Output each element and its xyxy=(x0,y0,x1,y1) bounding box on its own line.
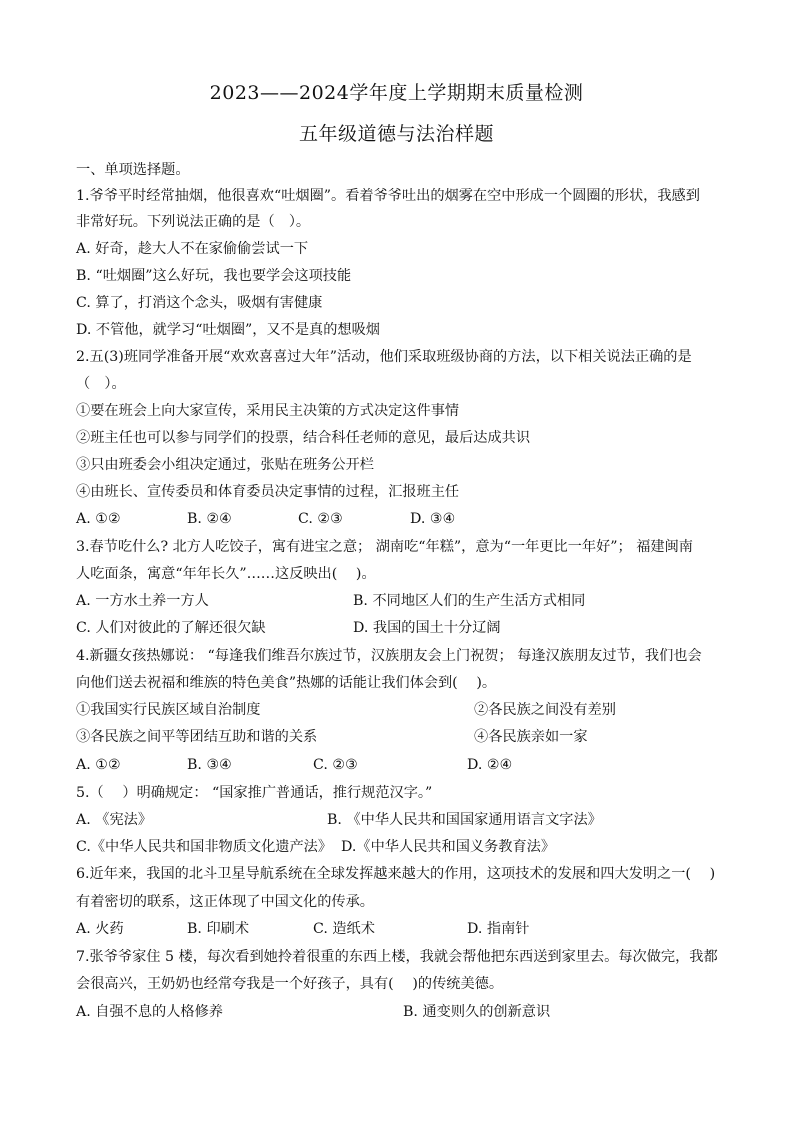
question-4-option-c: C. ②③ xyxy=(313,757,358,773)
question-4-stem-line-2: 向他们送去祝福和维族的特色美食”热娜的话能让我们体会到( )。 xyxy=(76,675,497,691)
question-4-option-b: B. ③④ xyxy=(187,757,232,773)
question-5-stem: 5.（ ）明确规定： “国家推广普通话，推行规范汉字。” xyxy=(76,785,433,801)
question-2-option-a: A. ①② xyxy=(76,511,121,527)
question-3-stem-line-1: 3.春节吃什么? 北方人吃饺子，寓有进宝之意； 湖南吃“年糕”，意为“一年更比一年好”； 福建闽南 xyxy=(76,539,693,555)
question-3-option-b: B. 不同地区人们的生产生活方式相同 xyxy=(353,593,586,609)
document-subtitle: 五年级道德与法治样题 xyxy=(298,123,494,145)
question-2-stem-line-1: 2.五(3)班同学准备开展“欢欢喜喜过大年”活动，他们采取班级协商的方法，以下相关说法正确的是 xyxy=(76,349,692,365)
question-6-option-b: B. 印刷术 xyxy=(187,921,250,937)
question-7-stem-line-1: 7.张爷爷家住 5 楼，每次看到她拎着很重的东西上楼，我就会帮他把东西送到家里去。每次做完，我都 xyxy=(76,949,718,965)
question-6-stem-line-1: 6.近年来，我国的北斗卫星导航系统在全球发挥越来越大的作用，这项技术的发展和四大发明之一( ) xyxy=(76,866,716,882)
question-4-statement-1: ①我国实行民族区域自治制度 xyxy=(76,702,261,718)
question-6-stem-line-2: 有着密切的联系，这正体现了中国文化的传承。 xyxy=(76,894,374,910)
question-4-statement-3: ③各民族之间平等团结互助和谐的关系 xyxy=(76,729,318,745)
question-6-option-d: D. 指南针 xyxy=(467,921,530,937)
question-2-option-b: B. ②④ xyxy=(187,511,232,527)
question-4-option-a: A. ①② xyxy=(76,757,121,773)
question-5-option-d: D.《中华人民共和国义务教育法》 xyxy=(341,839,556,855)
question-7-option-a: A. 自强不息的人格修养 xyxy=(76,1004,223,1020)
question-2-statement-4: ④由班长、宣传委员和体育委员决定事情的过程，汇报班主任 xyxy=(76,484,460,500)
question-1-option-c: C. 算了，打消这个念头，吸烟有害健康 xyxy=(76,295,323,311)
question-3-option-d: D. 我国的国土十分辽阔 xyxy=(353,620,501,636)
question-6-option-c: C. 造纸术 xyxy=(313,921,375,937)
question-4-option-d: D. ②④ xyxy=(467,757,513,773)
question-4-stem-line-1: 4.新疆女孩热娜说： “每逢我们维吾尔族过节，汉族朋友会上门祝贺； 每逢汉族朋友过节，我们也会 xyxy=(76,648,702,664)
question-7-option-b: B. 通变则久的创新意识 xyxy=(403,1004,551,1020)
question-3-stem-line-2: 人吃面条，寓意“年年长久”……这反映出( )。 xyxy=(76,566,376,582)
question-1-option-b: B. “吐烟圈”这么好玩，我也要学会这项技能 xyxy=(76,268,352,284)
question-7-stem-line-2: 会很高兴，王奶奶也经常夸我是一个好孩子，具有( )的传统美德。 xyxy=(76,976,504,992)
question-1-option-a: A. 好奇，趁大人不在家偷偷尝试一下 xyxy=(76,241,309,257)
question-1-stem-line-1: 1.爷爷平时经常抽烟，他很喜欢“吐烟圈”。看着爷爷吐出的烟雾在空中形成一个圆圈的形状，我感到 xyxy=(76,188,700,204)
question-4-statement-2: ②各民族之间没有差别 xyxy=(474,702,616,718)
question-3-option-a: A. 一方水土养一方人 xyxy=(76,593,209,609)
question-2-stem-line-2: （ ）。 xyxy=(76,376,126,392)
question-5-option-c: C.《中华人民共和国非物质文化遗产法》 xyxy=(76,839,333,855)
document-title: 2023——2024学年度上学期期末质量检测 xyxy=(209,82,584,104)
question-2-option-d: D. ③④ xyxy=(410,511,456,527)
question-2-option-c: C. ②③ xyxy=(298,511,343,527)
question-2-statement-2: ②班主任也可以参与同学们的投票，结合科任老师的意见，最后达成共识 xyxy=(76,430,531,446)
question-5-option-b: B. 《中华人民共和国国家通用语言文字法》 xyxy=(327,812,602,828)
question-6-option-a: A. 火药 xyxy=(76,921,124,937)
question-1-stem-line-2: 非常好玩。下列说法正确的是（ ）。 xyxy=(76,214,311,230)
question-4-statement-4: ④各民族亲如一家 xyxy=(474,729,588,745)
question-1-option-d: D. 不管他，就学习“吐烟圈”，又不是真的想吸烟 xyxy=(76,322,380,338)
question-5-option-a: A. 《宪法》 xyxy=(76,812,153,828)
section-heading: 一、单项选择题。 xyxy=(76,162,190,178)
question-2-statement-1: ①要在班会上向大家宣传，采用民主决策的方式决定这件事情 xyxy=(76,403,460,419)
question-2-statement-3: ③只由班委会小组决定通过，张贴在班务公开栏 xyxy=(76,457,374,473)
question-3-option-c: C. 人们对彼此的了解还很欠缺 xyxy=(76,620,266,636)
